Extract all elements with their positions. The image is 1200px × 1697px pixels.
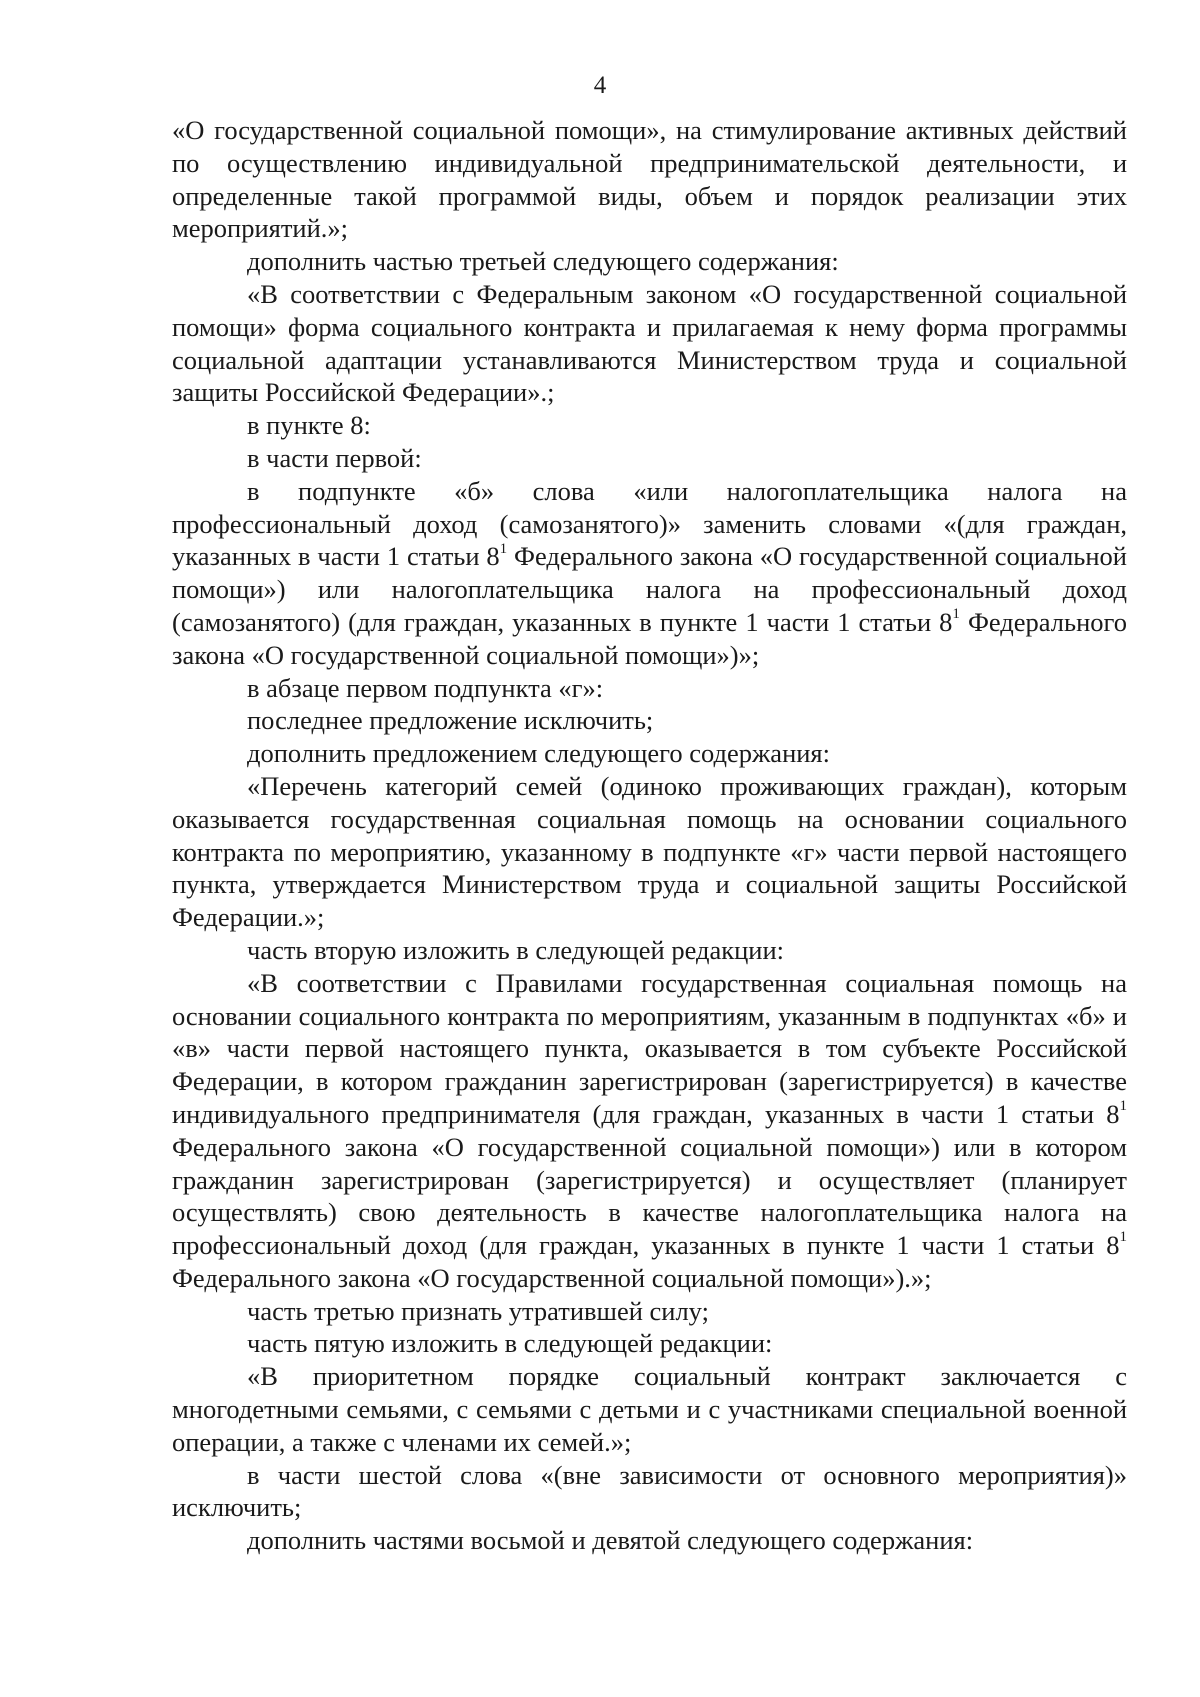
paragraph-text: в пункте 8:: [247, 410, 371, 441]
document-body: [172, 114, 1127, 1557]
paragraph-text: «В соответствии с Правилами государственная социальная помощь на основании социального контракта по мероприятиям, указанным в подпунктах «б» и «в» части первой настоящего пункта, оказывается в том субъекте Российской Федерации, в котором гражданин зарегистрирован (зарегистрируется) в качестве индивидуального предпринимателя (для граждан, указанных в части 1 статьи 8: [172, 967, 1127, 1129]
paragraph-text: в части первой:: [247, 442, 422, 473]
paragraph-text: часть третью признать утратившей силу;: [247, 1295, 709, 1326]
paragraph: [172, 245, 1127, 278]
paragraph: [172, 409, 1127, 442]
paragraph-text: «О государственной социальной помощи», на стимулирование активных действий по осуществлению индивидуальной предпринимательской деятельности, и определенные такой программой виды, объем и порядок реализации этих мероприятий.»;: [172, 115, 1127, 244]
paragraph: [172, 704, 1127, 737]
paragraph: [172, 1360, 1127, 1458]
paragraph-text: дополнить предложением следующего содержания:: [247, 738, 830, 769]
paragraph-text: «В приоритетном порядке социальный контракт заключается с многодетными семьями, с семьями с детьми и с участниками специальной военной операции, а также с членами их семей.»;: [172, 1361, 1127, 1457]
paragraph: [172, 1459, 1127, 1525]
paragraph: [172, 442, 1127, 475]
paragraph-text: в части шестой слова «(вне зависимости от основного мероприятия)» исключить;: [172, 1459, 1127, 1523]
paragraph-text: Федерального закона «О государственной социальной помощи») или налогоплательщика налога на профессиональный доход (самозанятого) (для граждан, указанных в пункте 1 части 1 статьи 8: [172, 541, 1127, 637]
paragraph: [172, 114, 1127, 245]
paragraph-text: Федерального закона «О государственной социальной помощи»)»;: [172, 606, 1127, 670]
superscript: 1: [1119, 1229, 1127, 1246]
page-number: 4: [593, 72, 607, 99]
paragraph-text: Федерального закона «О государственной социальной помощи») или в котором гражданин зарегистрирован (зарегистрируется) и осуществляет (планирует осуществлять) свою деятельность в качестве налогоплательщика налога на профессиональный доход (для граждан, указанных в пункте 1 части 1 статьи 8: [172, 1131, 1127, 1261]
paragraph: [172, 1524, 1127, 1557]
paragraph-text: «Перечень категорий семей (одиноко проживающих граждан), которым оказывается государственная социальная помощь на основании социального контракта по мероприятию, указанному в подпункте «г» части первой настоящего пункта, утверждается Министерством труда и социальной защиты Российской Федерации.»;: [172, 770, 1127, 933]
superscript: 1: [499, 540, 508, 557]
paragraph: [172, 672, 1127, 705]
paragraph: [172, 1295, 1127, 1328]
paragraph-text: часть пятую изложить в следующей редакции:: [247, 1328, 773, 1359]
paragraph: [172, 737, 1127, 770]
paragraph: [172, 475, 1127, 672]
paragraph-text: в абзаце первом подпункта «г»:: [247, 672, 604, 703]
paragraph-text: Федерального закона «О государственной социальной помощи»).»;: [172, 1262, 932, 1293]
paragraph-text: в подпункте «б» слова «или налогоплательщика налога на профессиональный доход (самозанятого)» заменить словами «(для граждан, указанных в части 1 статьи 8: [172, 475, 1127, 572]
paragraph: [172, 1327, 1127, 1360]
paragraph: [172, 934, 1127, 967]
paragraph-text: часть вторую изложить в следующей редакции:: [247, 934, 785, 965]
paragraph: [172, 770, 1127, 934]
superscript: 1: [952, 606, 960, 623]
paragraph-text: дополнить частью третьей следующего содержания:: [247, 246, 839, 277]
paragraph: [172, 278, 1127, 409]
paragraph-text: «В соответствии с Федеральным законом «О государственной социальной помощи» форма социального контракта и прилагаемая к нему форма программы социальной адаптации устанавливаются Министерством труда и социальной защиты Российской Федерации».;: [172, 278, 1127, 408]
paragraph-text: дополнить частями восьмой и девятой следующего содержания:: [247, 1525, 974, 1556]
superscript: 1: [1119, 1098, 1127, 1115]
paragraph: [172, 967, 1127, 1295]
paragraph-text: последнее предложение исключить;: [247, 705, 654, 736]
